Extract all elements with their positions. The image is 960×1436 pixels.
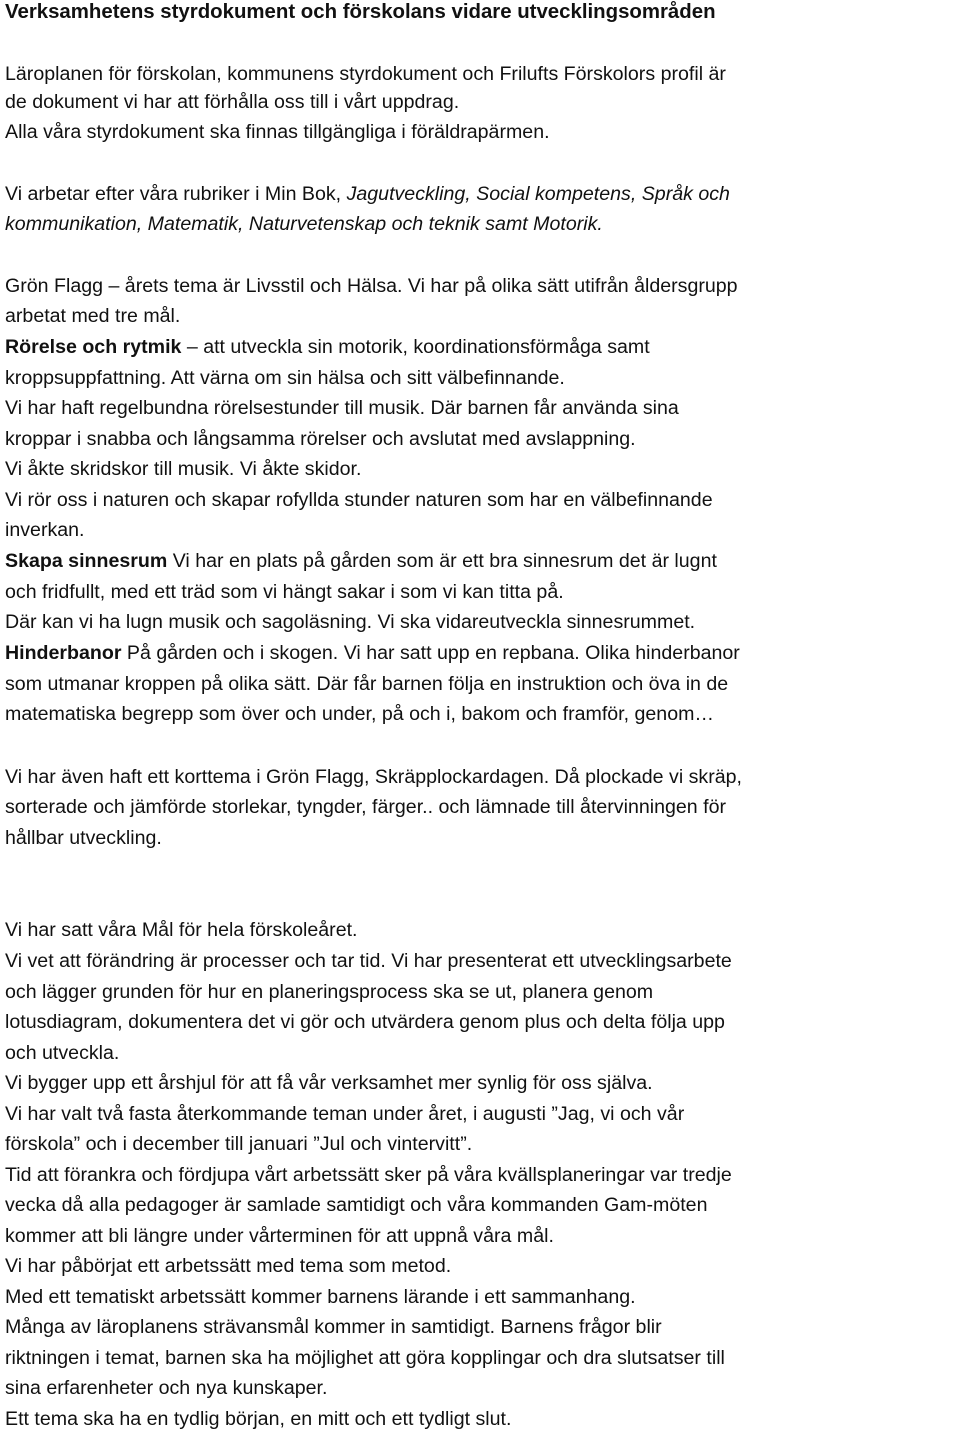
- body-line: [5, 1132, 472, 1156]
- body-line: [5, 120, 550, 144]
- text-run: Tid att förankra och fördjupa vårt arbetssätt sker på våra kvällsplaneringar var tredje: [5, 1164, 732, 1186]
- body-line: [5, 1254, 451, 1278]
- text-run: Vi har valt två fasta återkommande teman under året, i augusti ”Jag, vi och vår: [5, 1103, 685, 1125]
- body-line: [5, 366, 565, 390]
- text-run: och utveckla.: [5, 1042, 120, 1064]
- body-line: [5, 610, 695, 634]
- body-line: [5, 518, 85, 542]
- text-run: Med ett tematiskt arbetssätt kommer barnens lärande i ett sammanhang.: [5, 1286, 636, 1308]
- body-line: [5, 274, 738, 298]
- text-run: Ett tema ska ha en tydlig början, en mitt och ett tydligt slut.: [5, 1408, 512, 1430]
- body-line: [5, 702, 714, 726]
- text-run: matematiska begrepp som över och under, på och i, bakom och framför, genom…: [5, 703, 715, 725]
- text-run: kroppsuppfattning. Att värna om sin hälsa och sitt välbefinnande.: [5, 367, 565, 389]
- body-line: [5, 1102, 684, 1126]
- text-run: Vi har påbörjat ett arbetssätt med tema som metod.: [5, 1255, 452, 1277]
- body-line: [5, 641, 740, 665]
- body-line: [5, 304, 180, 328]
- body-line: [5, 335, 650, 359]
- text-run: hållbar utveckling.: [5, 827, 162, 849]
- text-run: Läroplanen för förskolan, kommunens styrdokument och Frilufts Förskolors profil är: [5, 63, 726, 85]
- text-run: och fridfullt, med ett träd som vi hängt sakar i som vi kan titta på.: [5, 581, 564, 603]
- text-run: Där kan vi ha lugn musik och sagoläsning. Vi ska vidareutveckla sinnesrummet.: [5, 611, 696, 633]
- body-line: [5, 1071, 653, 1095]
- body-line: [5, 1407, 511, 1431]
- body-line: [5, 549, 717, 573]
- body-line: [5, 1193, 707, 1217]
- body-line: [5, 1315, 662, 1339]
- body-line: [5, 488, 713, 512]
- text-run: Vi har haft regelbundna rörelsestunder till musik. Där barnen får använda sina: [5, 397, 679, 419]
- body-line: [5, 918, 358, 942]
- document-heading: Verksamhetens styrdokument och förskolans vidare utvecklingsområden: [5, 1, 716, 23]
- text-run: Vi arbetar efter våra rubriker i Min Bok,: [5, 183, 347, 205]
- body-line: [5, 1346, 725, 1370]
- text-run: Vi har en plats på gården som är ett bra sinnesrum det är lugnt: [167, 550, 717, 572]
- body-line: [5, 182, 730, 206]
- text-run: Vi bygger upp ett årshjul för att få vår verksamhet mer synlig för oss själva.: [5, 1072, 653, 1094]
- text-run: Vi åkte skridskor till musik. Vi åkte skidor.: [5, 458, 362, 480]
- body-line: [5, 765, 742, 789]
- body-line: [5, 1010, 725, 1034]
- body-line: [5, 1163, 732, 1187]
- text-run: Alla våra styrdokument ska finnas tillgängliga i föräldrapärmen.: [5, 121, 550, 143]
- text-run: de dokument vi har att förhålla oss till i vårt uppdrag.: [5, 91, 460, 113]
- body-line: [5, 826, 162, 850]
- text-run: som utmanar kroppen på olika sätt. Där får barnen följa en instruktion och öva in de: [5, 673, 729, 695]
- body-line: [5, 212, 603, 236]
- body-line: [5, 90, 459, 114]
- text-run: vecka då alla pedagoger är samlade samtidigt och våra kommanden Gam-möten: [5, 1194, 708, 1216]
- text-run: På gården och i skogen. Vi har satt upp en repbana. Olika hinderbanor: [121, 642, 740, 664]
- body-line: [5, 1285, 636, 1309]
- bold-term: Rörelse och rytmik: [5, 336, 182, 358]
- body-line: [5, 1376, 327, 1400]
- italic-text: Jagutveckling, Social kompetens, Språk och: [346, 183, 730, 205]
- body-line: [5, 427, 636, 451]
- body-line: [5, 795, 726, 819]
- text-run: arbetat med tre mål.: [5, 305, 181, 327]
- bold-term: Hinderbanor: [5, 642, 122, 664]
- body-line: [5, 672, 728, 696]
- text-run: kroppar i snabba och långsamma rörelser och avslutat med avslappning.: [5, 428, 636, 450]
- italic-text: kommunikation, Matematik, Naturvetenskap och teknik samt Motorik.: [5, 213, 603, 235]
- body-line: [5, 580, 564, 604]
- text-run: Vi har även haft ett korttema i Grön Flagg, Skräpplockardagen. Då plockade vi skräp,: [5, 766, 742, 788]
- text-run: förskola” och i december till januari ”Jul och vintervitt”.: [5, 1133, 473, 1155]
- text-run: riktningen i temat, barnen ska ha möjlighet att göra kopplingar och dra slutsatser till: [5, 1347, 725, 1369]
- text-run: Vi rör oss i naturen och skapar rofyllda stunder naturen som har en välbefinnande: [5, 489, 713, 511]
- text-run: sorterade och jämförde storlekar, tyngder, färger.. och lämnade till återvinningen för: [5, 796, 727, 818]
- body-line: [5, 1041, 119, 1065]
- text-run: Många av läroplanens strävansmål kommer in samtidigt. Barnens frågor blir: [5, 1316, 662, 1338]
- body-line: [5, 949, 732, 973]
- text-run: inverkan.: [5, 519, 85, 541]
- body-line: [5, 62, 726, 86]
- body-line: [5, 980, 653, 1004]
- body-line: [5, 396, 679, 420]
- bold-term: Skapa sinnesrum: [5, 550, 168, 572]
- text-run: kommer att bli längre under vårterminen för att uppnå våra mål.: [5, 1225, 554, 1247]
- text-run: lotusdiagram, dokumentera det vi gör och utvärdera genom plus och delta följa upp: [5, 1011, 725, 1033]
- text-run: Vi har satt våra Mål för hela förskoleåret.: [5, 919, 358, 941]
- body-line: [5, 457, 361, 481]
- text-run: sina erfarenheter och nya kunskaper.: [5, 1377, 328, 1399]
- text-run: – att utveckla sin motorik, koordinationsförmåga samt: [181, 336, 650, 358]
- body-line: [5, 1224, 554, 1248]
- text-run: och lägger grunden för hur en planeringsprocess ska se ut, planera genom: [5, 981, 654, 1003]
- text-run: Vi vet att förändring är processer och tar tid. Vi har presenterat ett utvecklingsarbete: [5, 950, 732, 972]
- text-run: Grön Flagg – årets tema är Livsstil och Hälsa. Vi har på olika sätt utifrån åldersgrupp: [5, 275, 738, 297]
